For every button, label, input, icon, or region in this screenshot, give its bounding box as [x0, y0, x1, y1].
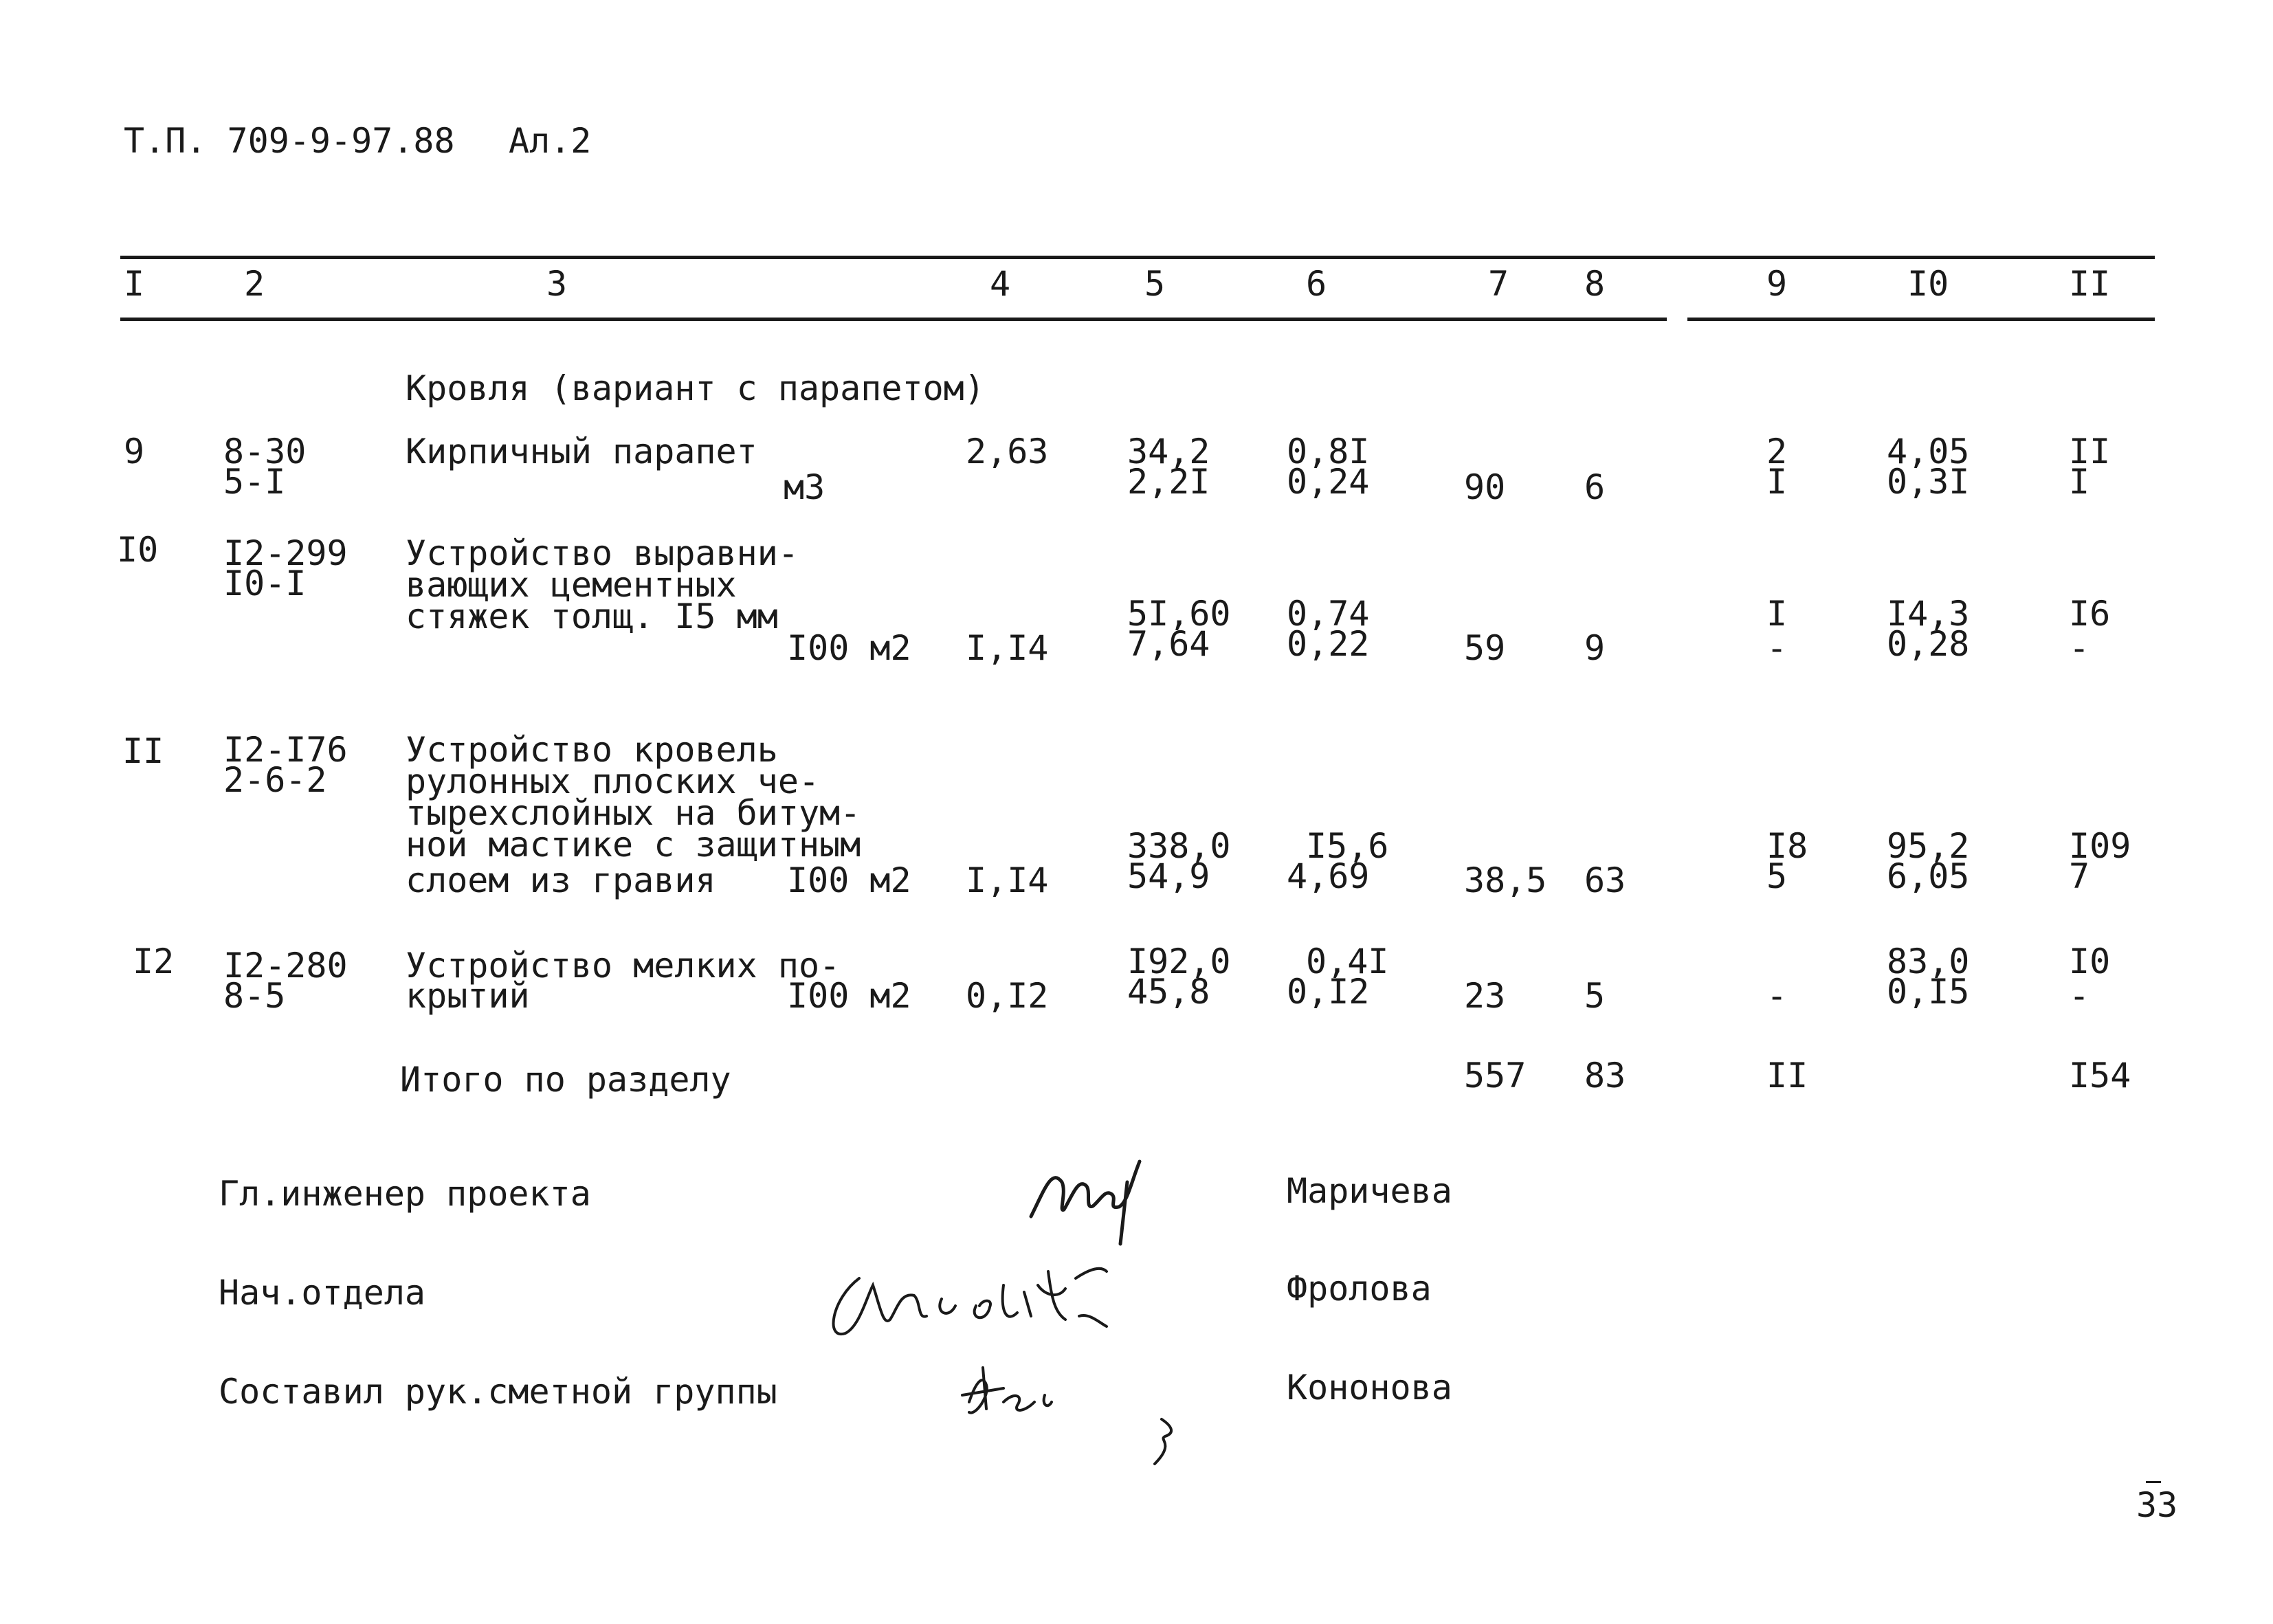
row-quantity: I,I4 — [966, 628, 1049, 668]
row-unit: м3 — [784, 467, 825, 507]
row-col10: 4,05 — [1887, 432, 1970, 471]
row-col8: 6 — [1584, 467, 1606, 507]
handwritten-signature-2 — [818, 1258, 1162, 1364]
row-name: вающих цементных — [406, 565, 737, 605]
total-col7: 557 — [1464, 1056, 1527, 1095]
row-quantity: 2,63 — [966, 432, 1049, 471]
header-bottom-rule-right — [1687, 318, 2155, 321]
row-code: 2-6-2 — [223, 760, 327, 800]
row-col11: II — [2069, 432, 2111, 471]
row-name: тырехслойных на битум- — [406, 793, 861, 833]
row-code: I2-I76 — [223, 730, 348, 770]
row-col9: - — [1766, 628, 1788, 668]
row-col7: 38,5 — [1464, 860, 1547, 900]
row-col6: 0,22 — [1287, 624, 1370, 664]
row-code: I2-280 — [223, 946, 348, 986]
row-code: 8-30 — [223, 432, 307, 471]
row-col6: 0,I2 — [1287, 972, 1370, 1012]
row-col9: I8 — [1766, 826, 1808, 866]
row-col10: 83,0 — [1887, 942, 1970, 981]
row-col9: I — [1766, 594, 1788, 634]
row-number: I0 — [117, 530, 159, 570]
column-header-8: 8 — [1584, 264, 1606, 304]
signature-name: Фролова — [1287, 1269, 1432, 1309]
row-code: 5-I — [223, 462, 286, 502]
signature-role: Нач.отдела — [219, 1273, 426, 1313]
row-name: слоем из гравия — [406, 860, 716, 900]
row-unit: I00 м2 — [787, 628, 911, 668]
row-col11: - — [2069, 628, 2090, 668]
row-name: Устройство мелких по- — [406, 946, 841, 986]
row-col11: I — [2069, 462, 2090, 502]
row-code: 8-5 — [223, 976, 286, 1016]
column-header-3: 3 — [546, 264, 568, 304]
total-col8: 83 — [1584, 1056, 1626, 1095]
row-col5: 45,8 — [1127, 972, 1210, 1012]
row-col6: 0,24 — [1287, 462, 1370, 502]
row-name: Устройство выравни- — [406, 533, 799, 573]
row-col11: 7 — [2069, 856, 2090, 896]
row-quantity: 0,I2 — [966, 976, 1049, 1016]
table-top-rule — [120, 256, 2155, 259]
row-col6: 0,74 — [1287, 594, 1370, 634]
row-col5: 338,0 — [1127, 826, 1231, 866]
row-number: II — [122, 731, 164, 771]
row-col10: 6,05 — [1887, 856, 1970, 896]
signature-role: Составил рук.сметной группы — [219, 1372, 777, 1412]
row-col7: 23 — [1464, 976, 1506, 1016]
row-col7: 59 — [1464, 628, 1506, 668]
row-col11: I0 — [2069, 942, 2111, 981]
row-col10: I4,3 — [1887, 594, 1970, 634]
column-header-6: 6 — [1306, 264, 1327, 304]
column-header-5: 5 — [1144, 264, 1166, 304]
row-code: I0-I — [223, 564, 307, 603]
row-col5: I92,0 — [1127, 942, 1231, 981]
row-col5: 34,2 — [1127, 432, 1210, 471]
row-name: рулонных плоских че- — [406, 761, 820, 801]
row-name: стяжек толщ. I5 мм — [406, 597, 778, 636]
signature-name: Маричева — [1287, 1171, 1452, 1211]
column-header-10: I0 — [1907, 264, 1949, 304]
row-col8: 5 — [1584, 976, 1606, 1016]
page-number: 33 — [2136, 1485, 2178, 1525]
signature-role: Гл.инженер проекта — [219, 1174, 591, 1214]
row-col8: 63 — [1584, 860, 1626, 900]
row-col9: 2 — [1766, 432, 1788, 471]
section-title: Кровля (вариант с парапетом) — [406, 368, 985, 408]
row-col11: I09 — [2069, 826, 2131, 866]
row-col10: 0,I5 — [1887, 972, 1970, 1012]
column-header-1: I — [124, 264, 145, 304]
row-col11: I6 — [2069, 594, 2111, 634]
total-col9: II — [1766, 1056, 1808, 1095]
row-number: 9 — [124, 432, 145, 471]
row-col6: 0,8I — [1287, 432, 1370, 471]
column-header-4: 4 — [990, 264, 1011, 304]
document-code: Т.П. 709-9-97.88 — [124, 121, 455, 161]
row-name: Устройство кровель — [406, 730, 778, 770]
header-bottom-rule-left — [120, 318, 1667, 321]
row-col6: I5,6 — [1306, 826, 1389, 866]
row-col6: 0,4I — [1306, 942, 1389, 981]
total-col11: I54 — [2069, 1056, 2131, 1095]
row-name: крытий — [406, 976, 530, 1016]
column-header-2: 2 — [244, 264, 265, 304]
row-unit: I00 м2 — [787, 860, 911, 900]
row-quantity: I,I4 — [966, 860, 1049, 900]
row-col5: 2,2I — [1127, 462, 1210, 502]
row-col10: 0,3I — [1887, 462, 1970, 502]
row-col9: 5 — [1766, 856, 1788, 896]
row-col5: 54,9 — [1127, 856, 1210, 896]
row-code: I2-299 — [223, 533, 348, 573]
row-col5: 7,64 — [1127, 624, 1210, 664]
row-col6: 4,69 — [1287, 856, 1370, 896]
row-name: ной мастике с защитным — [406, 825, 861, 865]
row-col10: 95,2 — [1887, 826, 1970, 866]
row-col9: I — [1766, 462, 1788, 502]
sheet-label: Ал.2 — [509, 121, 592, 161]
handwritten-signature-1 — [1024, 1141, 1155, 1254]
row-unit: I00 м2 — [787, 976, 911, 1016]
row-col10: 0,28 — [1887, 624, 1970, 664]
total-label: Итого по разделу — [400, 1060, 731, 1100]
row-col9: - — [1766, 976, 1788, 1016]
row-name: Кирпичный парапет — [406, 432, 757, 471]
row-col5: 5I,60 — [1127, 594, 1231, 634]
row-number: I2 — [133, 942, 175, 981]
signature-name: Кононова — [1287, 1368, 1452, 1408]
column-header-9: 9 — [1766, 264, 1788, 304]
row-col11: - — [2069, 976, 2090, 1016]
row-col8: 9 — [1584, 628, 1606, 668]
page-number-mark — [2146, 1481, 2161, 1483]
column-header-7: 7 — [1488, 264, 1509, 304]
handwritten-signature-3 — [949, 1354, 1196, 1473]
row-col7: 90 — [1464, 467, 1506, 507]
column-header-11: II — [2069, 264, 2111, 304]
